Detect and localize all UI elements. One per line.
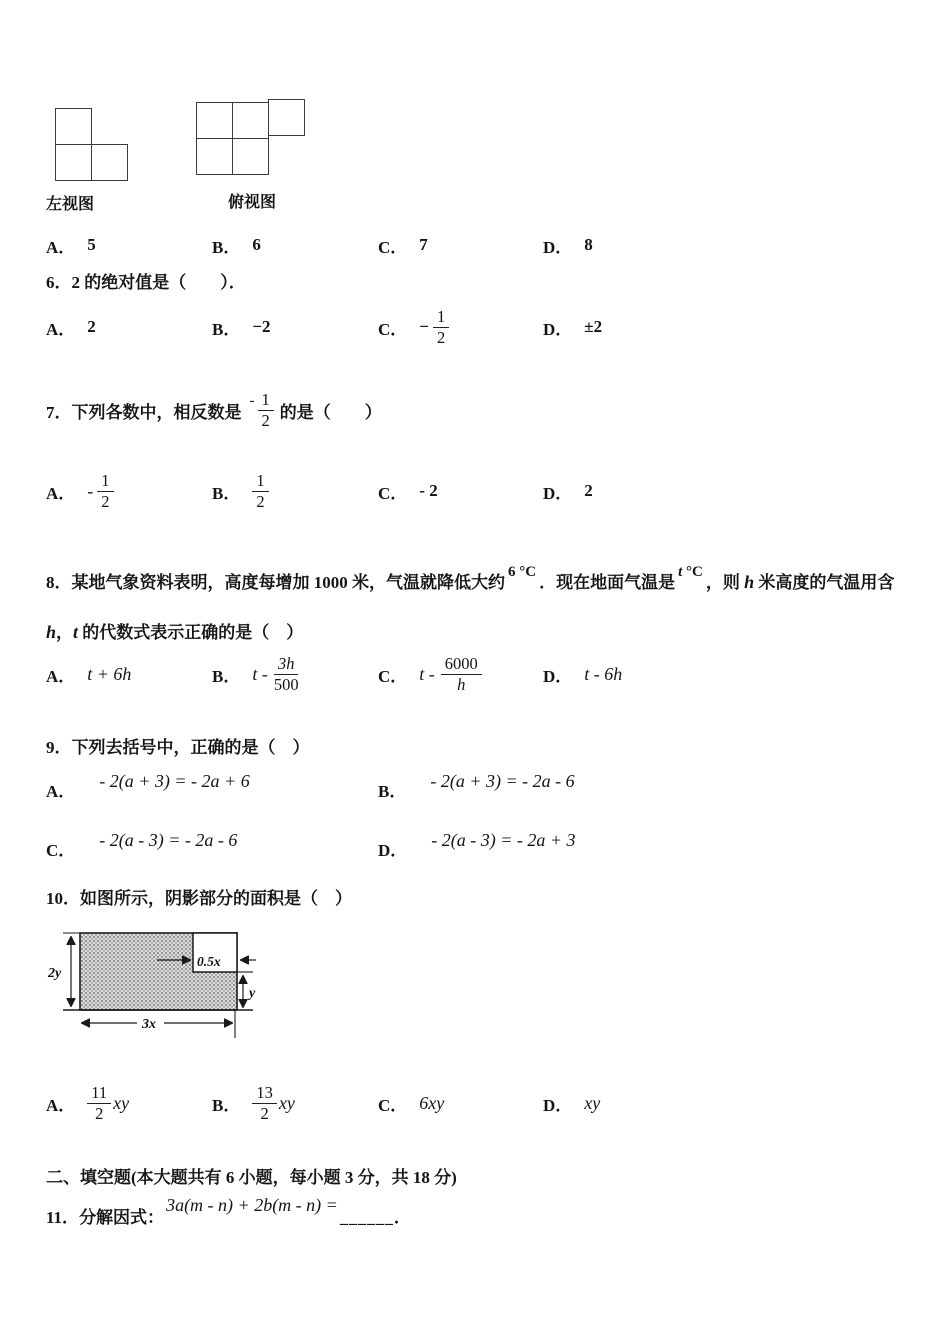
fraction: [97, 471, 113, 511]
fraction-denominator: 2: [260, 1103, 269, 1123]
sup-unit: °C: [519, 564, 537, 580]
option-value: - 2(a - 3) = - 2a - 6: [99, 830, 238, 850]
q7-number: 7．: [46, 402, 72, 422]
square-cell: [196, 138, 233, 175]
q8-number: 8．: [46, 573, 72, 592]
option-label: A．: [46, 483, 76, 503]
left-view-figure: [55, 108, 135, 188]
q6-option-a: [46, 301, 96, 353]
option-value: −2: [252, 317, 271, 336]
square-cell: [55, 108, 92, 145]
option-prefix: t -: [252, 663, 268, 684]
option-suffix: xy: [113, 1092, 130, 1113]
q5-option-d: [543, 233, 593, 257]
option-label: B．: [212, 483, 241, 503]
fraction-denominator: 2: [256, 491, 265, 511]
fraction-denominator: 2: [101, 491, 110, 511]
square-cell: [232, 138, 269, 175]
q8-text-line2: [46, 618, 303, 643]
q8-option-d: [543, 646, 622, 702]
option-label: D．: [543, 237, 573, 257]
q9-text: [46, 733, 310, 758]
q10-option-b: [212, 1076, 295, 1130]
option-label: A．: [46, 237, 76, 257]
q8-statement-1: 某地气象资料表明，高度每增加 1000 米，气温就降低大约: [71, 573, 505, 592]
square-cell: [55, 144, 92, 181]
option-value: t - 6h: [584, 663, 623, 684]
q8-statement-2: ．现在地面气温是: [539, 573, 676, 592]
variable-h: h: [744, 572, 755, 592]
sup-value: 6: [508, 564, 516, 580]
q6-option-b: [212, 301, 271, 353]
fraction-denominator: h: [457, 674, 466, 694]
label-2y: 2y: [48, 966, 62, 981]
q9-option-c: [46, 823, 237, 861]
q8-sup-6c: [508, 564, 536, 580]
option-value: - 2(a + 3) = - 2a - 6: [430, 771, 575, 791]
minus-sign: -: [249, 392, 255, 409]
q10-option-d: [543, 1076, 600, 1130]
q8-option-c: [378, 646, 482, 702]
q10-options-row: [0, 1076, 950, 1130]
q5-options-row: [0, 233, 950, 257]
fraction-numerator: 13: [252, 1083, 277, 1103]
top-view-label: 俯视图: [228, 194, 277, 211]
q6-number: 6．: [46, 273, 72, 292]
option-label: D．: [543, 319, 573, 339]
section2-heading: 二、填空题(本大题共有 6 小题，每小题 3 分，共 18 分): [46, 1168, 457, 1187]
fraction-denominator: 2: [95, 1103, 104, 1123]
option-label: D．: [543, 483, 573, 503]
fraction: [274, 654, 299, 694]
q10-option-c: [378, 1076, 444, 1130]
fraction-denominator: 2: [261, 410, 270, 430]
q7-statement-after: 的是（ ）: [279, 402, 382, 422]
q10-number: 10．: [46, 889, 80, 908]
option-label: B．: [212, 666, 241, 686]
option-label: D．: [543, 1095, 573, 1115]
fraction: [87, 1083, 111, 1123]
q11-expression: 3a(m - n) + 2b(m - n) =: [166, 1195, 338, 1215]
square-cell: [268, 99, 305, 136]
q6-statement: 2 的绝对值是（ ）．: [71, 273, 246, 292]
q9-statement: 下列去括号中，正确的是（ ）: [71, 738, 310, 757]
q9-option-a: [46, 764, 250, 802]
fraction-denominator: 2: [436, 327, 446, 347]
square-cell: [91, 144, 128, 181]
square-cell: [232, 102, 269, 139]
q10-figure: [45, 920, 260, 1045]
option-value: - 2(a + 3) = - 2a + 6: [99, 771, 250, 791]
option-label: C．: [378, 483, 408, 503]
fraction: [258, 390, 274, 430]
option-value: xy: [584, 1092, 601, 1113]
option-value: t + 6h: [87, 663, 132, 684]
option-label: B．: [378, 782, 407, 801]
fraction-numerator: 1: [433, 307, 449, 327]
q10-statement: 如图所示，阴影部分的面积是（ ）: [80, 889, 352, 908]
q8-statement-5: 的代数式表示正确的是（ ）: [82, 623, 304, 642]
q10-text: [46, 884, 352, 909]
q11-period: ．: [393, 1208, 411, 1227]
option-value: ±2: [584, 317, 603, 336]
option-value: 2: [584, 481, 593, 500]
option-prefix: t -: [419, 663, 435, 684]
fraction: [252, 471, 268, 511]
option-label: D．: [378, 841, 408, 860]
option-label: B．: [212, 1095, 241, 1115]
q11-statement: 分解因式：: [79, 1208, 165, 1227]
q8-sup-tc: [678, 564, 703, 580]
option-value: 2: [87, 317, 96, 336]
top-view-figure: [196, 98, 311, 178]
option-label: C．: [378, 237, 408, 257]
q8-text-line1: [46, 564, 895, 593]
q9-option-d: [378, 823, 576, 861]
option-label: A．: [46, 319, 76, 339]
option-label: C．: [378, 666, 408, 686]
q9-number: 9．: [46, 738, 72, 757]
option-label: A．: [46, 782, 76, 801]
fraction-numerator: 1: [252, 471, 268, 491]
fraction: [252, 1083, 277, 1123]
option-value: 6: [252, 235, 261, 254]
option-value: - 2(a - 3) = - 2a + 3: [431, 830, 576, 850]
option-label: A．: [46, 1095, 76, 1115]
fraction-denominator: 500: [273, 674, 299, 694]
square-cell: [196, 102, 233, 139]
option-label: D．: [543, 666, 573, 686]
q6-text: [46, 268, 246, 293]
q8-option-b: [212, 646, 299, 702]
q9-options-row-1: [0, 764, 950, 802]
option-value: 6xy: [419, 1092, 445, 1113]
q6-options-row: [0, 301, 950, 353]
fraction-numerator: 1: [97, 471, 113, 491]
q7-statement-before: 下列各数中，相反数是: [71, 402, 242, 422]
option-value: 8: [584, 235, 593, 254]
q6-option-c: [378, 301, 449, 353]
answer-blank: ______: [339, 1210, 394, 1227]
q7-option-a: [46, 466, 114, 516]
option-suffix: xy: [278, 1092, 295, 1113]
label-3x: 3x: [142, 1017, 156, 1032]
fraction: [433, 307, 449, 347]
q9-option-b: [378, 764, 575, 802]
q8-statement-4: 米高度的气温用含: [758, 573, 895, 592]
option-value: - 2: [419, 481, 438, 500]
q8-option-a: [46, 646, 131, 702]
option-value: 7: [419, 235, 428, 254]
q6-option-d: [543, 301, 602, 353]
q11-line: [46, 1195, 411, 1228]
option-label: B．: [212, 319, 241, 339]
q8-options-row: [0, 646, 950, 702]
variable-t: t: [73, 622, 79, 642]
q7-options-row: [0, 466, 950, 516]
q5-option-a: [46, 233, 96, 257]
minus-sign: −: [419, 317, 429, 336]
option-label: B．: [212, 237, 241, 257]
variable-h: h: [46, 622, 57, 642]
q7-option-b: [212, 466, 269, 516]
option-label: C．: [378, 319, 408, 339]
label-05x: 0.5x: [197, 954, 221, 969]
q10-option-a: [46, 1076, 129, 1130]
fraction-numerator: 11: [87, 1083, 111, 1103]
q9-options-row-2: [0, 823, 950, 861]
sup-unit: °C: [686, 564, 703, 580]
fraction: [441, 654, 482, 694]
q11-number: 11．: [46, 1208, 80, 1227]
fraction-numerator: 1: [258, 390, 274, 410]
q8-statement-3: ，则: [705, 573, 740, 592]
q7-text-row: [0, 386, 950, 434]
q7-text: [46, 386, 382, 434]
fraction-numerator: 6000: [441, 654, 482, 674]
comma: ，: [56, 623, 74, 642]
q7-option-c: [378, 466, 438, 516]
sup-value: t: [678, 564, 683, 580]
option-label: C．: [378, 1095, 408, 1115]
minus-sign: -: [87, 480, 94, 501]
label-y: y: [249, 986, 256, 1001]
option-value: 5: [87, 235, 96, 254]
fraction-numerator: 3h: [274, 654, 299, 674]
q5-option-b: [212, 233, 261, 257]
q5-option-c: [378, 233, 428, 257]
left-view-label: 左视图: [46, 196, 95, 213]
q7-option-d: [543, 466, 593, 516]
option-label: A．: [46, 666, 76, 686]
option-label: C．: [46, 841, 76, 860]
